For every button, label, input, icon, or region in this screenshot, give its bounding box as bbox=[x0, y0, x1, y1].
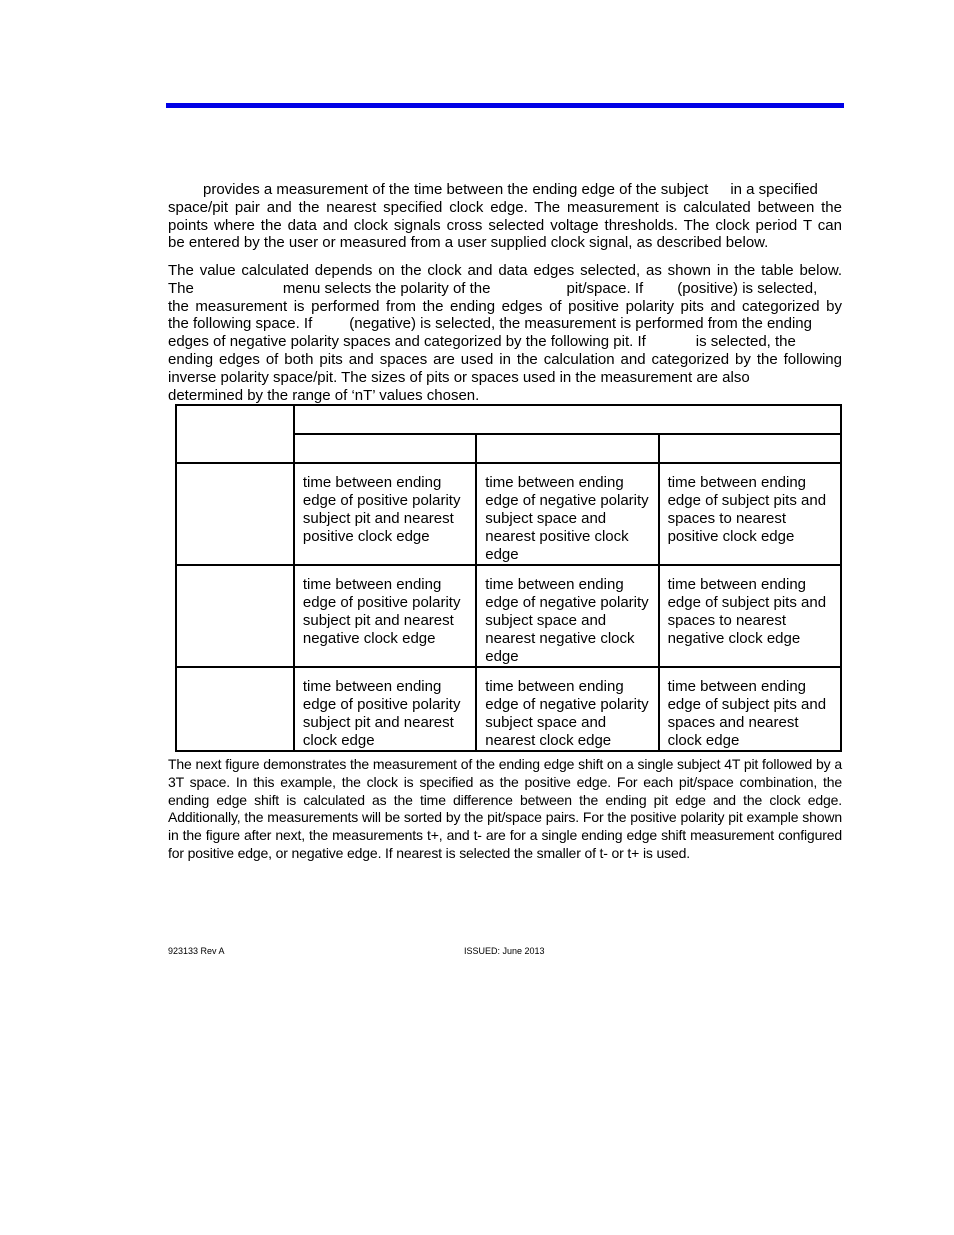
footer-issued-date: ISSUED: June 2013 bbox=[464, 946, 545, 956]
table-row-header bbox=[176, 565, 294, 667]
table-cell: time between ending edge of negative polarity subject space and nearest positive clock edge bbox=[476, 463, 658, 565]
polarity-line-5b: is selected, the bbox=[695, 333, 796, 351]
table-cell: time between ending edge of positive polarity subject pit and nearest positive clock edge bbox=[294, 463, 476, 565]
polarity-paragraph bbox=[168, 262, 842, 404]
polarity-line-2d: (positive) is selected, bbox=[677, 279, 818, 297]
intro-line-2: space/pit pair and the nearest specified clock edge. The measurement is calculated between the bbox=[168, 198, 842, 216]
polarity-line-6: ending edges of both pits and spaces are used in the calculation and categorized by the following bbox=[168, 350, 842, 368]
polarity-line-8: determined by the range of ‘nT’ values chosen. bbox=[168, 386, 480, 404]
table-cell: time between ending edge of negative polarity subject space and nearest negative clock edge bbox=[476, 565, 658, 667]
table-subheader-cell bbox=[659, 434, 841, 463]
polarity-line-4b: (negative) is selected, the measurement is performed from the ending bbox=[349, 315, 812, 333]
polarity-line-5a: edges of negative polarity spaces and categorized by the following pit. If bbox=[168, 333, 646, 351]
intro-line-3: points where the data and clock signals cross selected voltage thresholds. The clock period T can bbox=[168, 216, 842, 234]
polarity-line-7: inverse polarity space/pit. The sizes of pits or spaces used in the measurement are also bbox=[168, 368, 750, 386]
edge-shift-table bbox=[175, 404, 842, 752]
table-row-header bbox=[176, 667, 294, 751]
intro-line-4: be entered by the user or measured from a user supplied clock signal, as described below. bbox=[168, 234, 769, 252]
table-subheader-cell bbox=[294, 434, 476, 463]
polarity-line-2b: menu selects the polarity of the bbox=[282, 279, 491, 297]
table-row-header bbox=[176, 463, 294, 565]
table-cell: time between ending edge of positive polarity subject pit and nearest clock edge bbox=[294, 667, 476, 751]
polarity-line-4a: the following space. If bbox=[168, 315, 313, 333]
table-corner-cell bbox=[176, 405, 294, 463]
table-header-row bbox=[176, 405, 841, 434]
table-subheader-cell bbox=[476, 434, 658, 463]
intro-line-1b: in a specified bbox=[730, 181, 818, 198]
table-cell: time between ending edge of subject pits and spaces to nearest positive clock edge bbox=[659, 463, 841, 565]
footer-doc-number: 923133 Rev A bbox=[168, 946, 225, 956]
polarity-line-2c: pit/space. If bbox=[566, 279, 644, 297]
polarity-line-1: The value calculated depends on the clock and data edges selected, as shown in the table below. bbox=[168, 262, 842, 279]
intro-paragraph bbox=[168, 181, 842, 252]
table-row bbox=[176, 463, 841, 565]
table-row bbox=[176, 667, 841, 751]
intro-line-1a: provides a measurement of the time between the ending edge of the subject bbox=[203, 181, 709, 198]
polarity-line-3: the measurement is performed from the ending edges of positive polarity pits and categorized by bbox=[168, 297, 842, 315]
table-cell: time between ending edge of subject pits and spaces to nearest negative clock edge bbox=[659, 565, 841, 667]
figure-description: The next figure demonstrates the measurement of the ending edge shift on a single subject 4T pit followed by a 3T space. In this example, the clock is specified as the positive edge. For each pit/space combination, the ending edge shift is calculated as the time difference between the ending pit edge and the clock edge. Additionally, the measurements will be sorted by the pit/space pairs. For the positive polarity pit example shown in the figure after next, the measurements t+, and t- are for a single ending edge shift measurement configured for positive edge, or negative edge. If nearest is selected the smaller of t- or t+ is used. bbox=[168, 756, 842, 861]
table-cell: time between ending edge of negative polarity subject space and nearest clock edge bbox=[476, 667, 658, 751]
table-group-header bbox=[294, 405, 841, 434]
polarity-line-2a: The bbox=[168, 279, 194, 297]
table-cell: time between ending edge of subject pits and spaces and nearest clock edge bbox=[659, 667, 841, 751]
table-row bbox=[176, 565, 841, 667]
table-cell: time between ending edge of positive polarity subject pit and nearest negative clock edge bbox=[294, 565, 476, 667]
header-rule bbox=[166, 103, 844, 108]
